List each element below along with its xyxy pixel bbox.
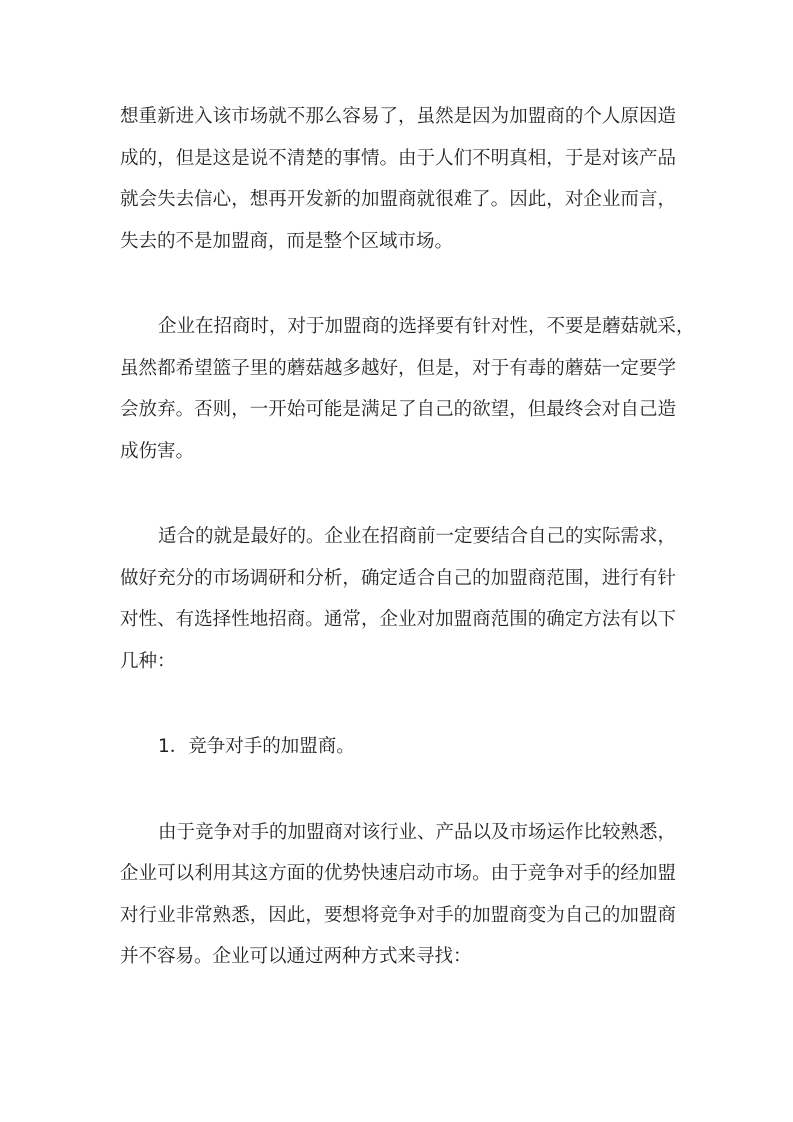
paragraph	[120, 96, 676, 262]
text-line: 做好充分的市场调研和分析，确定适合自己的加盟商范围，进行有针	[120, 567, 676, 589]
paragraph	[120, 306, 695, 472]
text-line: 会放弃。否则，一开始可能是满足了自己的欲望，但最终会对自己造	[120, 399, 676, 420]
text-line: 想重新进入该市场就不那么容易了，虽然是因为加盟商的个人原因造	[120, 106, 676, 127]
paragraph	[120, 516, 676, 682]
text-line: 对性、有选择性地招商。通常，企业对加盟商范围的确定方法有以下	[120, 609, 676, 630]
text-line: 对行业非常熟悉，因此，要想将竞争对手的加盟商变为自己的加盟商	[120, 904, 676, 926]
text-line: 企业可以利用其这方面的优势快速启动市场。由于竞争对手的经加盟	[120, 863, 676, 884]
text-line: 失去的不是加盟商，而是整个区域市场。	[120, 230, 454, 252]
text-line: 企业在招商时，对于加盟商的选择要有针对性，不要是蘑菇就采，	[158, 316, 695, 337]
text-line: 虽然都希望篮子里的蘑菇越多越好，但是，对于有毒的蘑菇一定要学	[120, 357, 676, 379]
text-line: 1．竞争对手的加盟商。	[158, 736, 355, 757]
text-line: 成的，但是这是说不清楚的事情。由于人们不明真相，于是对该产品	[120, 147, 676, 169]
text-line: 并不容易。企业可以通过两种方式来寻找：	[120, 946, 472, 967]
text-line: 适合的就是最好的。企业在招商前一定要结合自己的实际需求，	[158, 526, 677, 547]
paragraph	[120, 812, 676, 978]
text-line: 由于竞争对手的加盟商对该行业、产品以及市场运作比较熟悉，	[158, 821, 677, 843]
text-line: 就会失去信心，想再开发新的加盟商就很难了。因此，对企业而言，	[120, 189, 676, 210]
paragraph	[120, 726, 676, 768]
text-line: 几种：	[120, 650, 176, 672]
document-page	[120, 96, 695, 1022]
text-line: 成伤害。	[120, 440, 195, 462]
